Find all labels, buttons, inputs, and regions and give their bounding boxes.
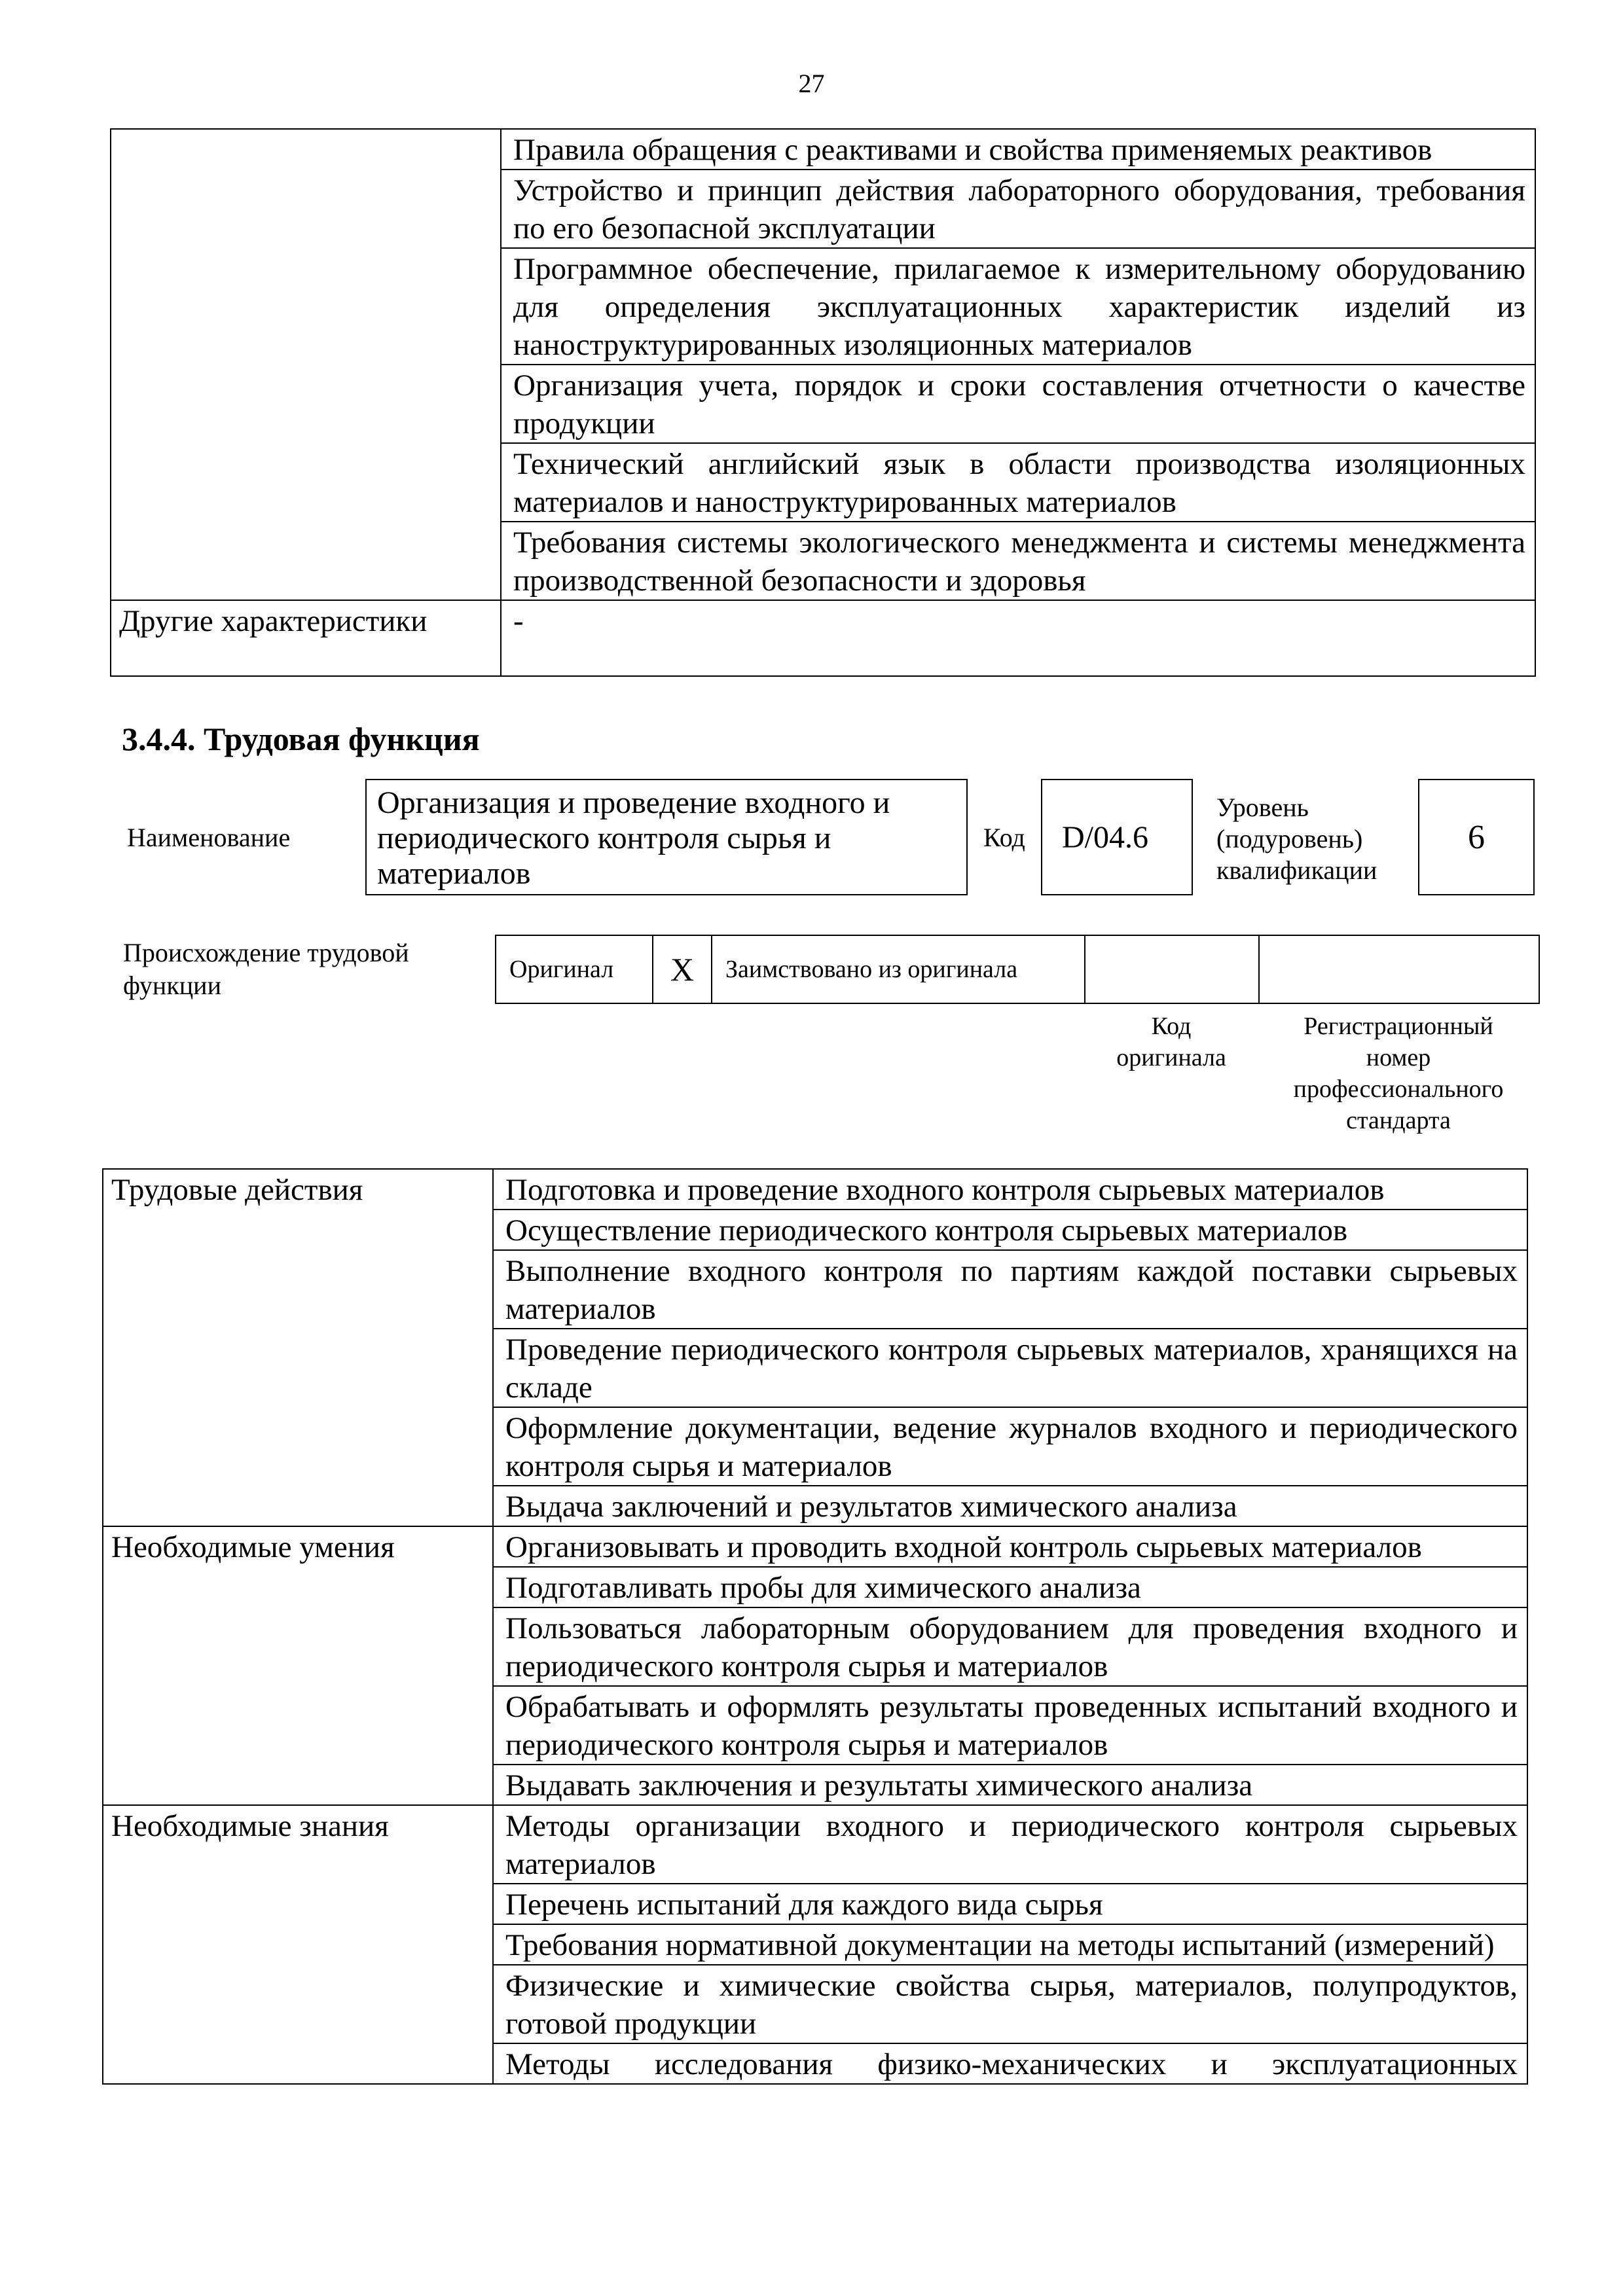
skill-item: Подготавливать пробы для химического анализа (493, 1567, 1527, 1607)
registration-caption-line3: профессионального (1293, 1075, 1504, 1103)
labour-action-item: Подготовка и проведение входного контроля сырьевых материалов (493, 1169, 1527, 1210)
skill-item: Обрабатывать и оформлять результаты проведенных испытаний входного и периодического контроля сырья и материалов (493, 1686, 1527, 1765)
skill-item: Пользоваться лабораторным оборудованием для проведения входного и периодического контроля сырья и материалов (493, 1607, 1527, 1686)
origin-label-line1: Происхождение трудовой (123, 938, 409, 967)
section-title: 3.4.4. Трудовая функция (122, 721, 480, 757)
knowledge-item: Требования системы экологического менеджмента и системы менеджмента производственной безопасности и здоровья (501, 522, 1535, 600)
knowledge-item: Программное обеспечение, прилагаемое к измерительному оборудованию для определения эксплуатационных характеристик изделий из наноструктурированных изоляционных материалов (501, 248, 1535, 365)
level-label-line3: квалификации (1216, 855, 1377, 885)
other-characteristics-label: Другие характеристики (111, 600, 501, 676)
knowledge-item: Физические и химические свойства сырья, материалов, полупродуктов, готовой продукции (493, 1965, 1527, 2043)
labour-actions-label: Трудовые действия (103, 1169, 493, 1526)
original-code-caption (1084, 1011, 1258, 1073)
required-skills-label: Необходимые умения (103, 1526, 493, 1805)
level-label-line1: Уровень (1216, 793, 1309, 822)
knowledge-item: Перечень испытаний для каждого вида сырья (493, 1884, 1527, 1924)
labour-action-item: Выдача заключений и результатов химического анализа (493, 1486, 1527, 1526)
original-code-caption-line2: оригинала (1116, 1044, 1226, 1071)
original-code-cell (1085, 935, 1259, 1003)
registration-caption-line1: Регистрационный (1304, 1013, 1493, 1040)
required-knowledge-label: Необходимые знания (103, 1805, 493, 2084)
level-label-line2: (подуровень) (1216, 824, 1363, 853)
borrowed-cell: Заимствовано из оригинала (712, 935, 1085, 1003)
code-label: Код (983, 823, 1025, 852)
knowledge-table-continued (110, 128, 1536, 677)
skill-item: Организовывать и проводить входной контроль сырьевых материалов (493, 1526, 1527, 1567)
registration-caption (1258, 1011, 1539, 1136)
origin-table (495, 935, 1540, 1004)
original-mark: X (653, 935, 712, 1003)
original-cell: Оригинал (496, 935, 653, 1003)
other-characteristics-value: - (501, 600, 1535, 676)
knowledge-item: Методы организации входного и периодического контроля сырьевых материалов (493, 1805, 1527, 1884)
original-code-caption-line1: Код (1151, 1013, 1192, 1040)
registration-caption-line2: номер (1366, 1044, 1431, 1071)
labour-function-table (102, 1168, 1528, 2085)
knowledge-item: Требования нормативной документации на методы испытаний (измерений) (493, 1924, 1527, 1965)
code-box: D/04.6 (1041, 779, 1193, 895)
labour-action-item: Осуществление периодического контроля сырьевых материалов (493, 1210, 1527, 1250)
function-name-box: Организация и проведение входного и периодического контроля сырья и материалов (365, 779, 968, 895)
registration-number-cell (1259, 935, 1539, 1003)
knowledge-item: Правила обращения с реактивами и свойства применяемых реактивов (501, 129, 1535, 170)
origin-label-line2: функции (123, 971, 221, 1000)
knowledge-item: Методы исследования физико-механических и эксплуатационных (493, 2043, 1527, 2084)
name-label: Наименование (127, 823, 291, 852)
labour-action-item: Проведение периодического контроля сырьевых материалов, хранящихся на складе (493, 1329, 1527, 1407)
level-box: 6 (1418, 779, 1535, 895)
row-label (111, 129, 501, 600)
knowledge-item: Технический английский язык в области производства изоляционных материалов и наноструктурированных материалов (501, 443, 1535, 522)
labour-action-item: Оформление документации, ведение журналов входного и периодического контроля сырья и материалов (493, 1407, 1527, 1486)
skill-item: Выдавать заключения и результаты химического анализа (493, 1765, 1527, 1805)
page-number: 27 (798, 69, 825, 98)
knowledge-item: Организация учета, порядок и сроки составления отчетности о качестве продукции (501, 365, 1535, 443)
knowledge-item: Устройство и принцип действия лабораторного оборудования, требования по его безопасной эксплуатации (501, 170, 1535, 248)
registration-caption-line4: стандарта (1346, 1107, 1451, 1134)
labour-action-item: Выполнение входного контроля по партиям каждой поставки сырьевых материалов (493, 1250, 1527, 1329)
